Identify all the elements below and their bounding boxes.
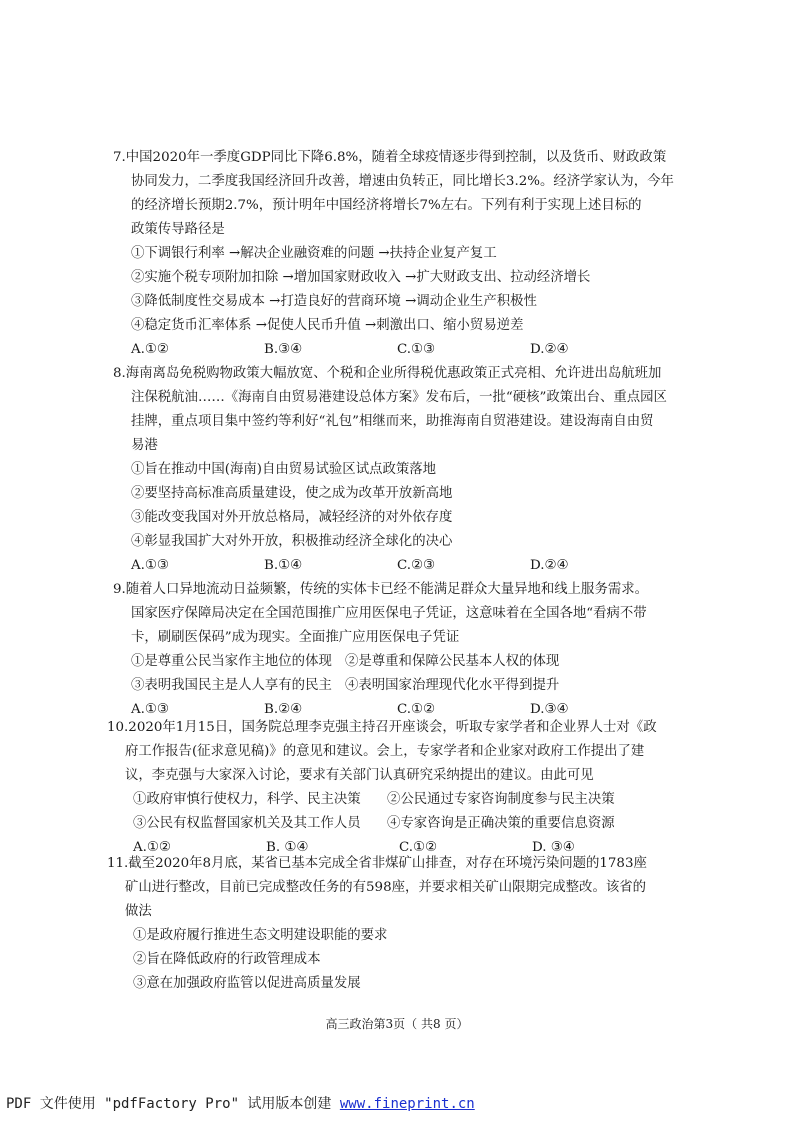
q7-item-2: ②实施个税专项附加扣除 →增加国家财政收入 →扩大财政支出、拉动经济增长: [131, 270, 591, 285]
q10-option-d: D. ③④: [532, 840, 575, 855]
q10-option-b: B. ①④: [266, 840, 309, 855]
q9-item-4: ④表明国家治理现代化水平得到提升: [345, 678, 560, 693]
q8-item-4: ④彰显我国扩大对外开放，积极推动经济全球化的决心: [131, 534, 453, 549]
q7-option-b: B.③④: [264, 342, 303, 357]
question-7: [113, 146, 678, 362]
q11-stem-line: 矿山进行整改，目前已完成整改任务的有598座，并要求相关矿山限期完成整改。该省的: [125, 880, 647, 895]
q11-stem-line: 做法: [125, 904, 152, 919]
q9-items-row: [113, 650, 678, 674]
q11-item-2: ②旨在降低政府的行政管理成本: [133, 952, 321, 967]
q10-item-1: ①政府审慎行使权力，科学、民主决策: [133, 792, 361, 807]
q8-item-3: ③能改变我国对外开放总格局，减轻经济的对外依存度: [131, 510, 453, 525]
q7-stem-line: 7.中国2020年一季度GDP同比下降6.8%，随着全球疫情逐步得到控制，以及货币、财政政策: [113, 150, 667, 165]
q7-option-d: D.②④: [530, 342, 569, 357]
q9-stem-line: 卡，刷刷医保码”成为现实。全面推广应用医保电子凭证: [131, 630, 460, 645]
q8-stem-line: 注保税航油……《海南自由贸易港建设总体方案》发布后，一批“硬核”政策出台、重点园区: [131, 390, 667, 405]
q7-item-1: ①下调银行利率 →解决企业融资难的问题 →扶持企业复产复工: [131, 246, 497, 261]
q10-item-4: ④专家咨询是正确决策的重要信息资源: [387, 816, 615, 831]
question-8: [113, 362, 678, 578]
q9-stem-line: 国家医疗保障局决定在全国范围推广应用医保电子凭证，这意味着在全国各地“看病不带: [131, 606, 647, 621]
q10-items-row: [107, 788, 672, 812]
page-footer: 高三政治第3页（ 共8 页）: [325, 1017, 469, 1031]
q10-stem-line: 10.2020年1月15日，国务院总理李克强主持召开座谈会，听取专家学者和企业界人士对《政: [107, 720, 657, 735]
q7-item-3: ③降低制度性交易成本 →打造良好的营商环境 →调动企业生产积极性: [131, 294, 537, 309]
q9-option-c: C.①②: [397, 702, 436, 717]
q7-option-c: C.①③: [397, 342, 436, 357]
q8-options: [113, 554, 678, 578]
q7-item-4: ④稳定货币汇率体系 →促使人民币升值 →刺激出口、缩小贸易逆差: [131, 318, 524, 333]
q8-option-d: D.②④: [530, 558, 569, 573]
q9-stem-line: 9.随着人口异地流动日益频繁，传统的实体卡已经不能满足群众大量异地和线上服务需求。: [113, 582, 649, 597]
q8-stem-line: 易港: [131, 438, 158, 453]
q8-stem-line: 挂牌，重点项目集中签约等利好“礼包”相继而来，助推海南自贸港建设。建设海南自由贸: [131, 414, 654, 429]
q9-item-3: ③表明我国民主是人人享有的民主: [131, 678, 332, 693]
q8-option-a: A.①③: [131, 558, 169, 573]
q10-item-3: ③公民有权监督国家机关及其工作人员: [133, 816, 361, 831]
question-10: [107, 716, 672, 860]
q10-option-a: A.①②: [133, 840, 171, 855]
q7-stem-line: 的经济增长预期2.7%，预计明年中国经济将增长7%左右。下列有利于实现上述目标的: [131, 198, 642, 213]
q10-item-2: ②公民通过专家咨询制度参与民主决策: [387, 792, 615, 807]
question-11: [107, 852, 672, 996]
q11-item-1: ①是政府履行推进生态文明建设职能的要求: [133, 928, 388, 943]
q8-item-1: ①旨在推动中国(海南)自由贸易试验区试点政策落地: [131, 462, 437, 477]
question-9: [113, 578, 678, 722]
q10-items-row: [107, 812, 672, 836]
fineprint-link[interactable]: www.fineprint.cn: [339, 1096, 475, 1112]
q7-stem-line: 协同发力，二季度我国经济回升改善，增速由负转正，同比增长3.2%。经济学家认为，今年: [131, 174, 674, 189]
q7-option-a: A.①②: [131, 342, 169, 357]
q11-item-3: ③意在加强政府监管以促进高质量发展: [133, 976, 361, 991]
pdf-watermark: [6, 1093, 475, 1113]
q10-option-c: C.①②: [399, 840, 438, 855]
q9-option-a: A.①③: [131, 702, 169, 717]
q10-stem-line: 议，李克强与大家深入讨论，要求有关部门认真研究采纳提出的建议。由此可见: [125, 768, 594, 783]
q11-stem-line: 11.截至2020年8月底，某省已基本完成全省非煤矿山排查，对存在环境污染问题的1783座: [107, 856, 647, 871]
q9-item-2: ②是尊重和保障公民基本人权的体现: [345, 654, 560, 669]
q8-stem-line: 8.海南离岛免税购物政策大幅放宽、个税和企业所得税优惠政策正式亮相、允许进出岛航班加: [113, 366, 662, 381]
q9-item-1: ①是尊重公民当家作主地位的体现: [131, 654, 332, 669]
q9-items-row: [113, 674, 678, 698]
q8-option-c: C.②③: [397, 558, 436, 573]
q10-stem-line: 府工作报告(征求意见稿)》的意见和建议。会上，专家学者和企业家对政府工作提出了建: [125, 744, 645, 759]
pdf-watermark-text: PDF 文件使用 "pdfFactory Pro" 试用版本创建: [6, 1096, 340, 1112]
q7-stem-line: 政策传导路径是: [131, 222, 225, 237]
q9-option-d: D.③④: [530, 702, 569, 717]
q8-option-b: B.①④: [264, 558, 303, 573]
q8-item-2: ②要坚持高标准高质量建设，使之成为改革开放新高地: [131, 486, 453, 501]
q7-options: [113, 338, 678, 362]
q9-option-b: B.②④: [264, 702, 303, 717]
